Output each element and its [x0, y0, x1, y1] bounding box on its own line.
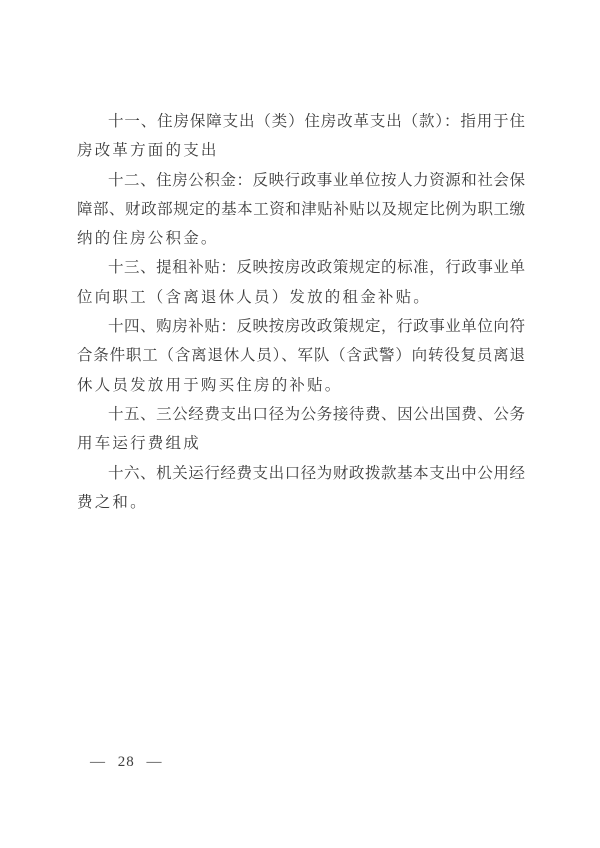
- text-line: 十五、三公经费支出口径为公务接待费、因公出国费、公务: [108, 405, 525, 423]
- text-line: 房改革方面的支出: [77, 142, 219, 160]
- text-line: 十一、住房保障支出（类）住房改革支出（款）：指用于住: [108, 113, 525, 130]
- paragraph: [77, 166, 525, 254]
- paragraph: [77, 107, 525, 166]
- page-number: — 28 —: [90, 754, 163, 770]
- text-line: 十二、住房公积金：反映行政事业单位按人力资源和社会保: [108, 171, 525, 189]
- text-line: 障部、财政部规定的基本工资和津贴补贴以及规定比例为职工缴: [77, 200, 525, 218]
- text-line: 休人员发放用于购买住房的补贴。: [77, 376, 343, 394]
- text-line: 位向职工（含离退休人员）发放的租金补贴。: [77, 288, 432, 306]
- text-line: 十四、购房补贴：反映按房改政策规定，行政事业单位向符: [108, 318, 525, 336]
- document-body: [77, 107, 525, 517]
- text-line: 用车运行费组成: [77, 435, 201, 453]
- text-line: 十三、提租补贴：反映按房改政策规定的标准，行政事业单: [108, 259, 525, 277]
- paragraph: [77, 312, 525, 400]
- paragraph: [77, 459, 525, 518]
- paragraph: [77, 253, 525, 312]
- text-line: 合条件职工（含离退休人员）、军队（含武警）向转役复员离退: [77, 347, 525, 365]
- text-line: 纳的住房公积金。: [77, 230, 219, 248]
- text-line: 费之和。: [77, 493, 148, 511]
- paragraph: [77, 400, 525, 459]
- page-footer: [90, 753, 163, 777]
- text-line: 十六、机关运行经费支出口径为财政拨款基本支出中公用经: [108, 464, 525, 482]
